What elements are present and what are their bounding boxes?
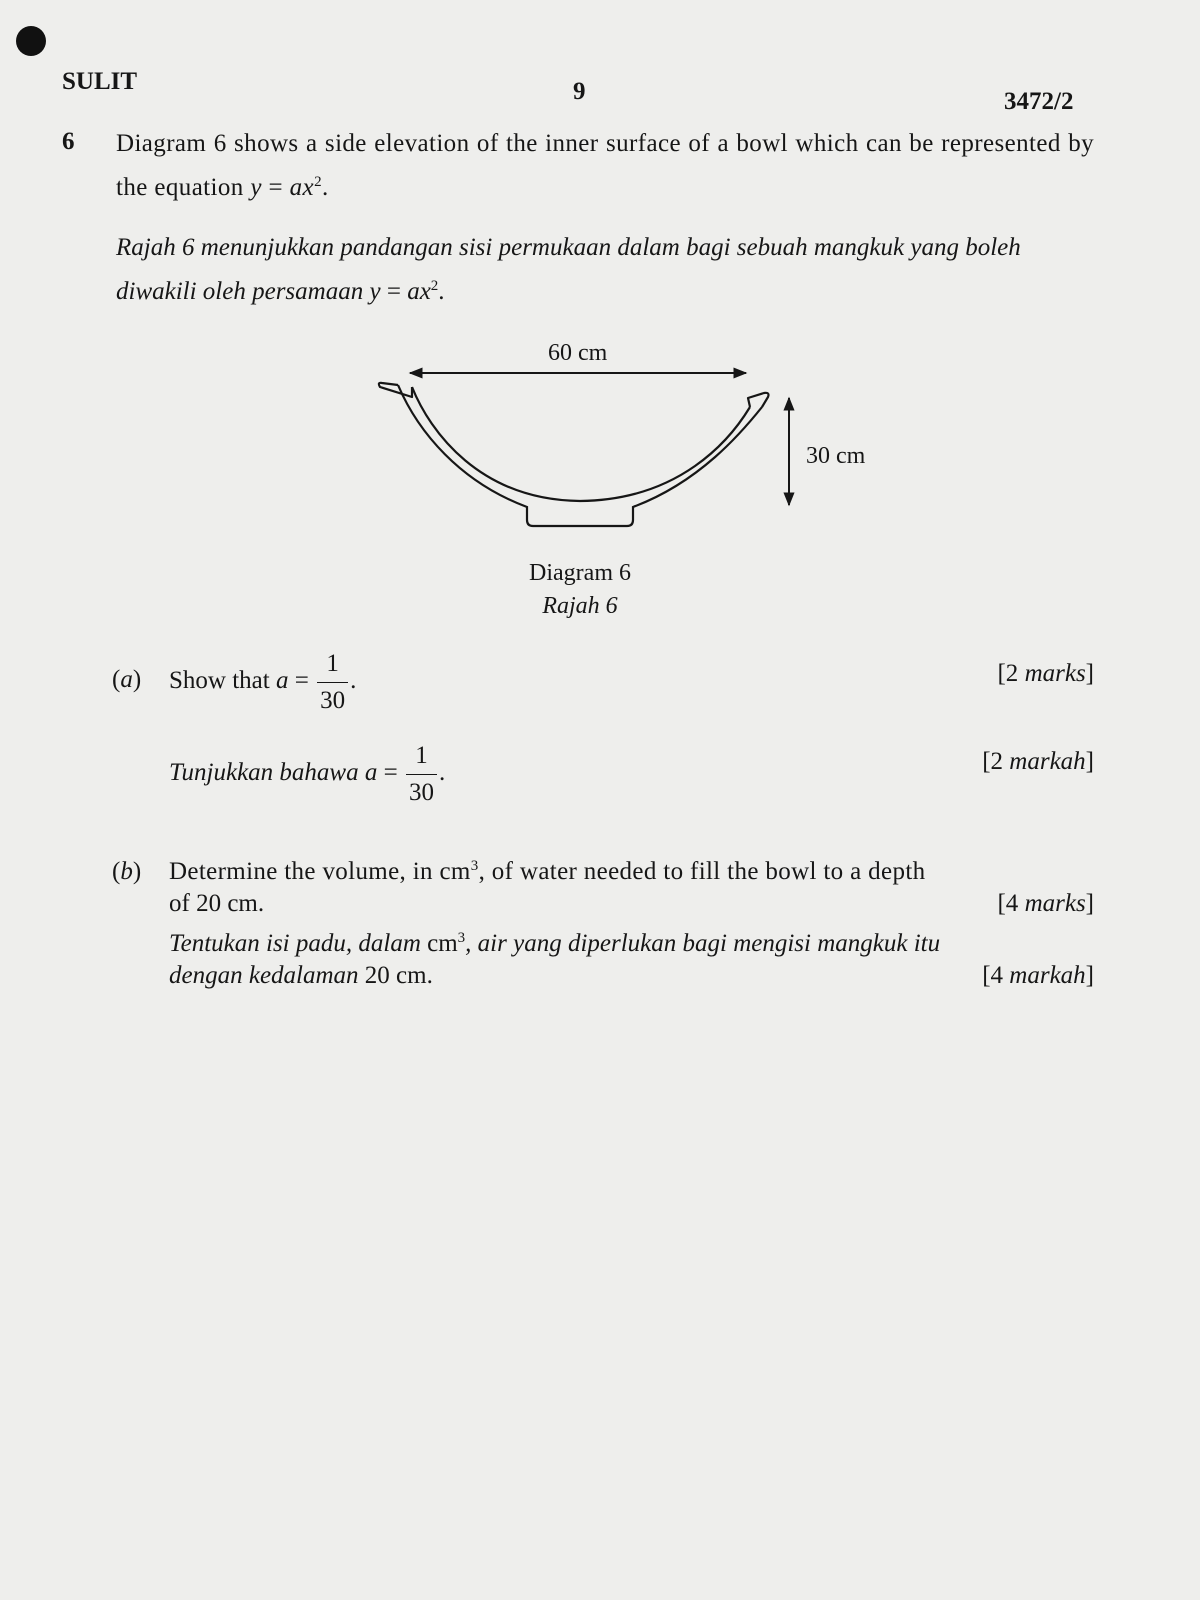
page-number: 9	[573, 78, 586, 105]
part-b-en	[169, 856, 1094, 920]
part-b-en-line1: Determine the volume, in $cm^3$, of water needed to fill the bowl to a depth	[169, 858, 926, 885]
width-label: 60 cm	[548, 340, 608, 366]
part-b-marks-en: [4 marks]	[997, 890, 1094, 917]
part-b-ms-line1: Tentukan isi padu, dalam $cm^3$, air yang diperlukan bagi mengisi mangkuk itu	[169, 930, 941, 957]
part-a-label: (a)	[112, 666, 142, 693]
part-b-label: (b)	[112, 858, 142, 885]
part-a-en: Show that a = $\frac{1}{30}$ . [2 marks]	[169, 648, 1094, 712]
intro-en-equation: $y = ax^2$	[250, 174, 322, 201]
part-b-marks-ms: [4 markah]	[982, 962, 1094, 989]
diagram-caption-en: Diagram 6	[529, 560, 631, 586]
part-a-en-fraction: $\frac{1}{30}$	[317, 648, 348, 717]
part-b-en-line2: of 20 cm. [4 marks]	[169, 888, 1094, 920]
part-b-ms	[169, 928, 1094, 992]
bowl-inner-surface	[412, 387, 750, 501]
paper-code: 3472/2	[1004, 88, 1074, 115]
bowl-left-rim	[379, 383, 412, 397]
question-intro-en: Diagram 6 shows a side elevation of the inner surface of a bowl which can be represented by the equation $y = ax^2$.	[116, 130, 1094, 201]
intro-ms-text: Rajah 6 menunjukkan pandangan sisi permukaan dalam bagi sebuah mangkuk yang boleh diwakili oleh persamaan	[116, 234, 1021, 305]
part-a-ms-text: Tunjukkan bahawa	[169, 759, 359, 787]
question-number: 6	[62, 128, 75, 155]
bowl-right-rim	[748, 393, 769, 407]
question-intro-ms: Rajah 6 menunjukkan pandangan sisi permukaan dalam bagi sebuah mangkuk yang boleh diwakili oleh persamaan $y = ax^2$.	[116, 234, 1021, 305]
diagram-caption-ms: Rajah 6	[542, 593, 618, 619]
part-a-marks-ms: [2 markah]	[982, 748, 1094, 775]
part-a-en-text: Show that	[169, 667, 270, 695]
part-a-ms-fraction: $\frac{1}{30}$	[406, 740, 437, 809]
intro-en-text: Diagram 6 shows a side elevation of the inner surface of a bowl which can be represented by the equation	[116, 130, 1094, 201]
part-a-marks-en: [2 marks]	[997, 660, 1094, 687]
sulit-label: SULIT	[62, 68, 138, 95]
intro-ms-equation: $y = ax^2$	[369, 278, 439, 305]
height-label: 30 cm	[806, 443, 866, 469]
part-b-ms-line2: dengan kedalaman 20 cm. [4 markah]	[169, 960, 1094, 992]
part-a-ms: Tunjukkan bahawa a = $\frac{1}{30}$ . [2 markah]	[169, 740, 1094, 804]
